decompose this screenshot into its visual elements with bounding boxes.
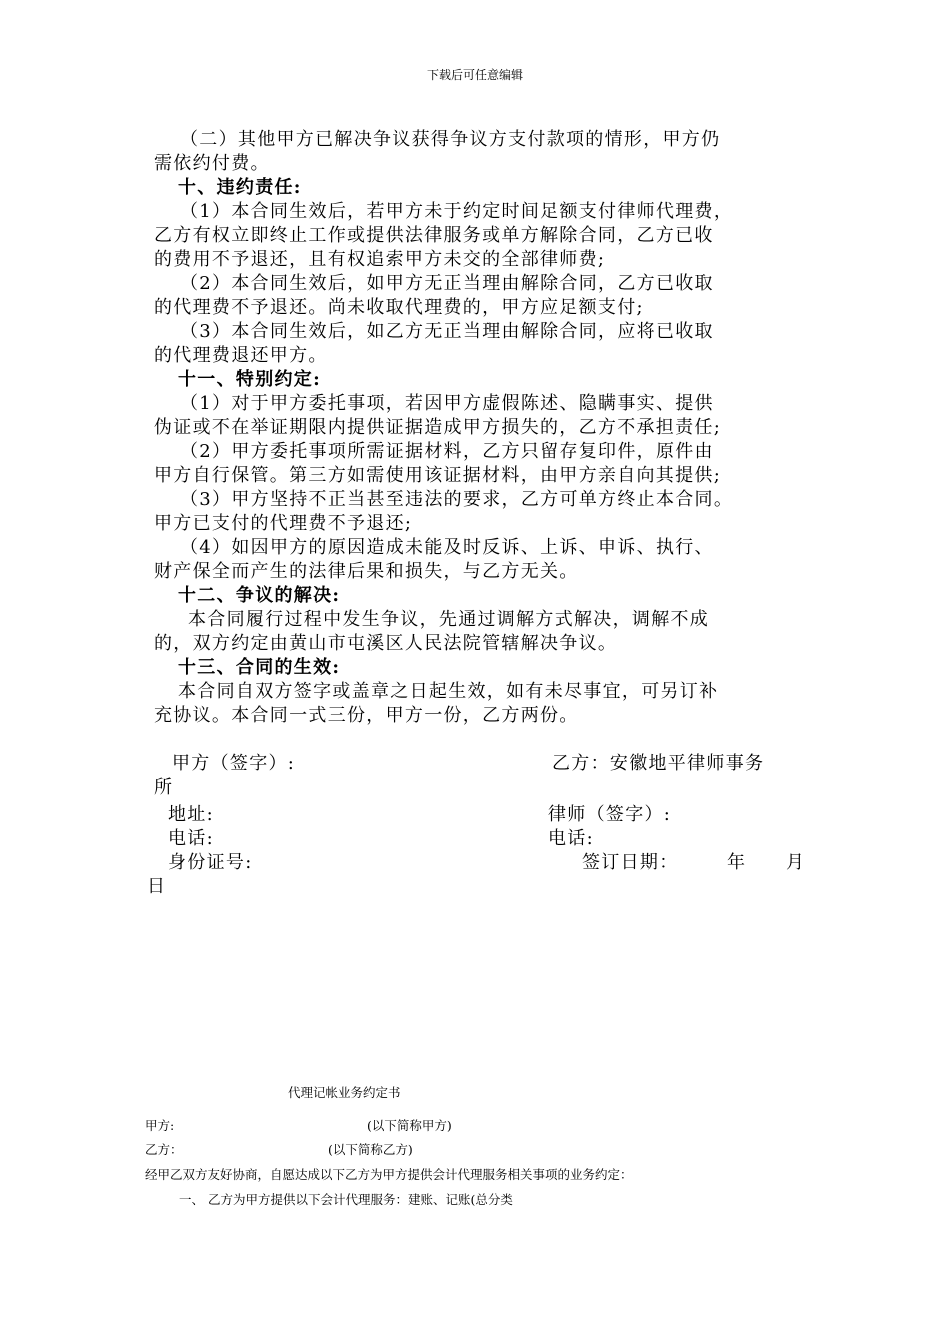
sign-date-month: 月: [786, 852, 806, 873]
paragraph-line: 充协议。本合同一式三份，甲方一份，乙方两份。: [154, 705, 579, 726]
paragraph-line: 甲方自行保管。第三方如需使用该证据材料，由甲方亲自向其提供;: [154, 465, 722, 486]
section-heading: 十、违约责任:: [178, 177, 302, 198]
paragraph-line: （3）甲方坚持不正当甚至违法的要求，乙方可单方终止本合同。: [180, 489, 734, 510]
paragraph-line: （3）本合同生效后，如乙方无正当理由解除合同，应将已收取: [180, 321, 714, 342]
party-a-phone-label: 电话:: [168, 828, 214, 849]
section-heading: 十二、争议的解决:: [178, 585, 341, 606]
second-doc-party-a-note: (以下简称甲方): [367, 1118, 452, 1133]
paragraph-line: 的费用不予退还，且有权追索甲方未交的全部律师费;: [154, 249, 606, 270]
paragraph-line: 需依约付费。: [154, 153, 270, 174]
page-header: 下载后可任意编辑: [426, 68, 523, 82]
section-heading: 十一、特别约定:: [178, 369, 322, 390]
second-doc-party-a-label: 甲方:: [145, 1118, 175, 1133]
lawyer-signature-label: 律师（签字）:: [548, 804, 672, 825]
sign-date-year: 年: [727, 852, 747, 873]
paragraph-line: 的，双方约定由黄山市屯溪区人民法院管辖解决争议。: [154, 633, 618, 654]
section-heading: 十三、合同的生效:: [178, 657, 341, 678]
paragraph-line: 伪证或不在举证期限内提供证据造成甲方损失的，乙方不承担责任;: [154, 417, 722, 438]
id-number-label: 身份证号:: [168, 852, 253, 873]
party-b-name: 乙方：安徽地平律师事务: [552, 753, 765, 774]
paragraph-line: 本合同自双方签字或盖章之日起生效，如有未尽事宜，可另订补: [178, 681, 719, 702]
paragraph-line: 的代理费退还甲方。: [154, 345, 328, 366]
second-doc-intro: 经甲乙双方友好协商，自愿达成以下乙方为甲方提供会计代理服务相关事项的业务约定：: [145, 1167, 633, 1182]
sign-date-day: 日: [147, 876, 167, 897]
party-b-name-continued: 所: [154, 777, 174, 798]
paragraph-line: 的代理费不予退还。尚未收取代理费的，甲方应足额支付;: [154, 297, 644, 318]
paragraph-line: 乙方有权立即终止工作或提供法律服务或单方解除合同，乙方已收: [154, 225, 714, 246]
paragraph-line: 财产保全而产生的法律后果和损失，与乙方无关。: [154, 561, 579, 582]
paragraph-line: （二）其他甲方已解决争议获得争议方支付款项的情形，甲方仍: [180, 129, 721, 150]
paragraph-line: （2）本合同生效后，如甲方无正当理由解除合同，乙方已收取: [180, 273, 714, 294]
second-doc-item-1: 一、 乙方为甲方提供以下会计代理服务：建账、记账(总分类: [179, 1192, 513, 1207]
sign-date-label: 签订日期：: [582, 852, 679, 873]
paragraph-line: （2）甲方委托事项所需证据材料，乙方只留存复印件，原件由: [180, 441, 714, 462]
paragraph-line: 甲方已支付的代理费不予退还;: [154, 513, 413, 534]
paragraph-line: （1）本合同生效后，若甲方未于约定时间足额支付律师代理费，: [180, 201, 734, 222]
paragraph-line: （4）如因甲方的原因造成未能及时反诉、上诉、申诉、执行、: [180, 537, 714, 558]
paragraph-line: （1）对于甲方委托事项，若因甲方虚假陈述、隐瞒事实、提供: [180, 393, 714, 414]
address-label: 地址:: [168, 804, 214, 825]
party-a-signature-label: 甲方（签字）:: [172, 753, 296, 774]
second-doc-title: 代理记帐业务约定书: [288, 1085, 401, 1100]
second-doc-party-b-note: (以下简称乙方): [328, 1142, 413, 1157]
party-b-phone-label: 电话:: [548, 828, 594, 849]
paragraph-line: 本合同履行过程中发生争议，先通过调解方式解决，调解不成: [188, 609, 710, 630]
second-doc-party-b-label: 乙方：: [145, 1142, 183, 1157]
